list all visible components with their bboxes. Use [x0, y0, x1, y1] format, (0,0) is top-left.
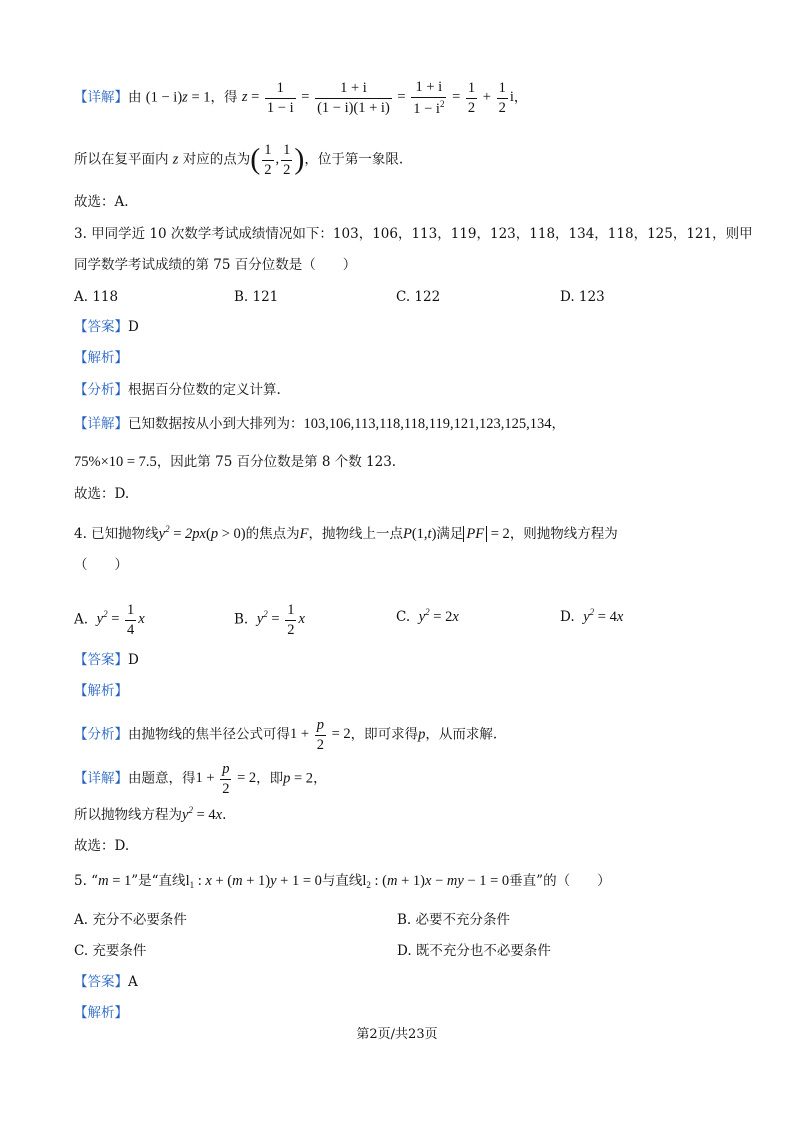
parabola-formula: $y^2 = 2px(p > 0)$ — [158, 524, 246, 542]
answer-tag: 【答案】 — [74, 319, 128, 335]
text: 满足 — [436, 526, 464, 542]
q5-analysis — [74, 1004, 128, 1022]
focal-formula: 1 + $\frac{p}{2}$ = 2 — [290, 717, 351, 753]
q5-answer — [74, 973, 138, 991]
point-formula: ( $\frac{1}{2}$ , $\frac{1}{2}$ ) — [250, 142, 305, 178]
text: 垂直”的（ ） — [509, 873, 611, 889]
option-label: B. — [234, 611, 249, 628]
q3-calc — [74, 453, 396, 471]
q3-choice: 故选：D. — [74, 486, 130, 502]
p-value: p = 2 — [283, 770, 314, 787]
text: 由题意，得 — [128, 770, 196, 787]
answer-value: A — [128, 974, 138, 990]
text: 4. 已知抛物线 — [74, 526, 159, 542]
q4-result — [74, 801, 226, 824]
answer-value: D — [128, 319, 139, 335]
answer-tag: 【答案】 — [74, 974, 128, 990]
q3-analysis — [74, 349, 128, 367]
option-label: D. — [560, 609, 575, 625]
focal-formula: 1 + $\frac{p}{2}$ = 2 — [195, 761, 257, 797]
page-footer: 第2页/共23页 — [356, 1027, 438, 1042]
text: 对应的点为 — [182, 151, 251, 168]
formula: (1 − i)z = 1 — [145, 89, 211, 106]
answer-value: D — [128, 652, 139, 668]
option-label: A. — [74, 611, 89, 628]
m-condition: m = 1 — [98, 873, 132, 889]
text: . — [222, 807, 227, 823]
text: ，即可求得 — [350, 726, 419, 743]
text: ，抛物线上一点 — [308, 526, 403, 542]
text: ”是“直线 — [131, 873, 186, 889]
text: ， — [551, 416, 565, 432]
text: ，因此第 75 百分位数是第 8 个数 123. — [156, 454, 397, 470]
text: 与直线 — [321, 873, 363, 889]
line-l2: $l_2$ : (m + 1)x − my − 1 = 0 — [362, 873, 510, 890]
q3-fenxi — [74, 381, 281, 399]
option-formula: $y^2 = 4x$ — [583, 607, 624, 625]
q2-point-line — [74, 143, 403, 177]
q3-detail — [74, 415, 565, 433]
text: 已知数据按从小到大排列为： — [128, 416, 304, 432]
analysis-tag: 【解析】 — [74, 1005, 128, 1021]
text: ，从而求解. — [425, 726, 498, 743]
detail-tag: 【详解】 — [74, 416, 128, 432]
q3-answer — [74, 318, 139, 336]
q4-stem — [74, 520, 618, 543]
text: 根据百分位数的定义计算. — [128, 382, 281, 398]
q4-answer — [74, 651, 139, 669]
q3-option-d: D. 123 — [560, 289, 605, 305]
q4-choice: 故选：D. — [74, 838, 130, 854]
q5-option-c: C. 充要条件 — [74, 943, 147, 959]
q5-option-d: D. 既不充分也不必要条件 — [397, 943, 551, 959]
text: 由抛物线的焦半径公式可得 — [128, 726, 290, 743]
text: 的焦点为 — [245, 526, 300, 542]
text: ，则抛物线方程为 — [509, 526, 618, 542]
text: ，即 — [256, 770, 284, 787]
q3-option-b: B. 121 — [234, 289, 279, 305]
calc-formula: 75%×10 = 7.5 — [74, 454, 157, 470]
q3-stem-line1: 3. 甲同学近 10 次数学考试成绩情况如下：103，106，113，119，123，118，134，118，125，121，则甲 — [74, 226, 753, 242]
sorted-data: 103,106,113,118,118,119,121,123,125,134 — [303, 416, 552, 432]
text: ， — [513, 89, 528, 106]
q3-option-a: A. 118 — [74, 289, 119, 305]
fenxi-tag: 【分析】 — [74, 726, 128, 743]
detail-tag: 【详解】 — [74, 89, 128, 106]
q5-option-b: B. 必要不充分条件 — [397, 912, 511, 928]
q4-paren: （ ） — [74, 557, 128, 573]
detail-tag: 【详解】 — [74, 770, 128, 787]
q4-option-b — [234, 603, 305, 637]
text: 所以在复平面内 — [74, 151, 169, 168]
variable-z: z — [172, 151, 179, 168]
answer-tag: 【答案】 — [74, 652, 128, 668]
formula-z-value: z = $\frac{1}{1 - i}$ = $\frac{1 + i}{(1 - i)(1 + i)}$ = $\frac{1 + i}{1 - i^2}$ = $\frac{1}{2}$ + $\frac{1}{2}$ i — [241, 79, 514, 117]
q5-option-a: A. 充分不必要条件 — [74, 912, 187, 928]
variable-F: F — [299, 526, 309, 542]
analysis-tag: 【解析】 — [74, 350, 128, 366]
q4-option-d — [560, 603, 623, 626]
q4-option-c — [396, 603, 459, 626]
q4-detail — [74, 762, 327, 796]
line-l1: $l_1$ : x + (m + 1)y + 1 = 0 — [185, 873, 322, 890]
option-formula: $y^2 = 2x$ — [418, 607, 459, 625]
q4-option-a — [74, 603, 145, 637]
analysis-tag: 【解析】 — [74, 683, 128, 699]
option-formula: $y^2$ = $\frac{1}{2}$ x — [256, 602, 305, 638]
option-label: C. — [396, 609, 411, 625]
text: 由 — [128, 89, 142, 106]
q4-analysis — [74, 682, 128, 700]
q5-stem — [74, 872, 611, 894]
variable-p: p — [418, 726, 426, 743]
text: ， — [313, 770, 327, 787]
result-formula: $y^2 = 4x$ — [182, 805, 223, 823]
q3-stem-line2: 同学数学考试成绩的第 75 百分位数是（ ） — [74, 257, 357, 273]
text: ，得 — [210, 89, 238, 106]
q2-detail-line — [74, 80, 527, 116]
q2-choice: 故选：A. — [74, 194, 129, 210]
q4-fenxi — [74, 718, 497, 752]
point-P: P(1,t) — [402, 526, 437, 542]
option-formula: $y^2$ = $\frac{1}{4}$ x — [96, 602, 145, 638]
fenxi-tag: 【分析】 — [74, 382, 128, 398]
text: 5. “ — [74, 873, 99, 889]
pf-formula: PF = 2 — [463, 526, 509, 542]
q3-option-c: C. 122 — [396, 289, 441, 305]
text: 所以抛物线方程为 — [74, 807, 182, 823]
text: ，位于第一象限. — [304, 151, 404, 168]
